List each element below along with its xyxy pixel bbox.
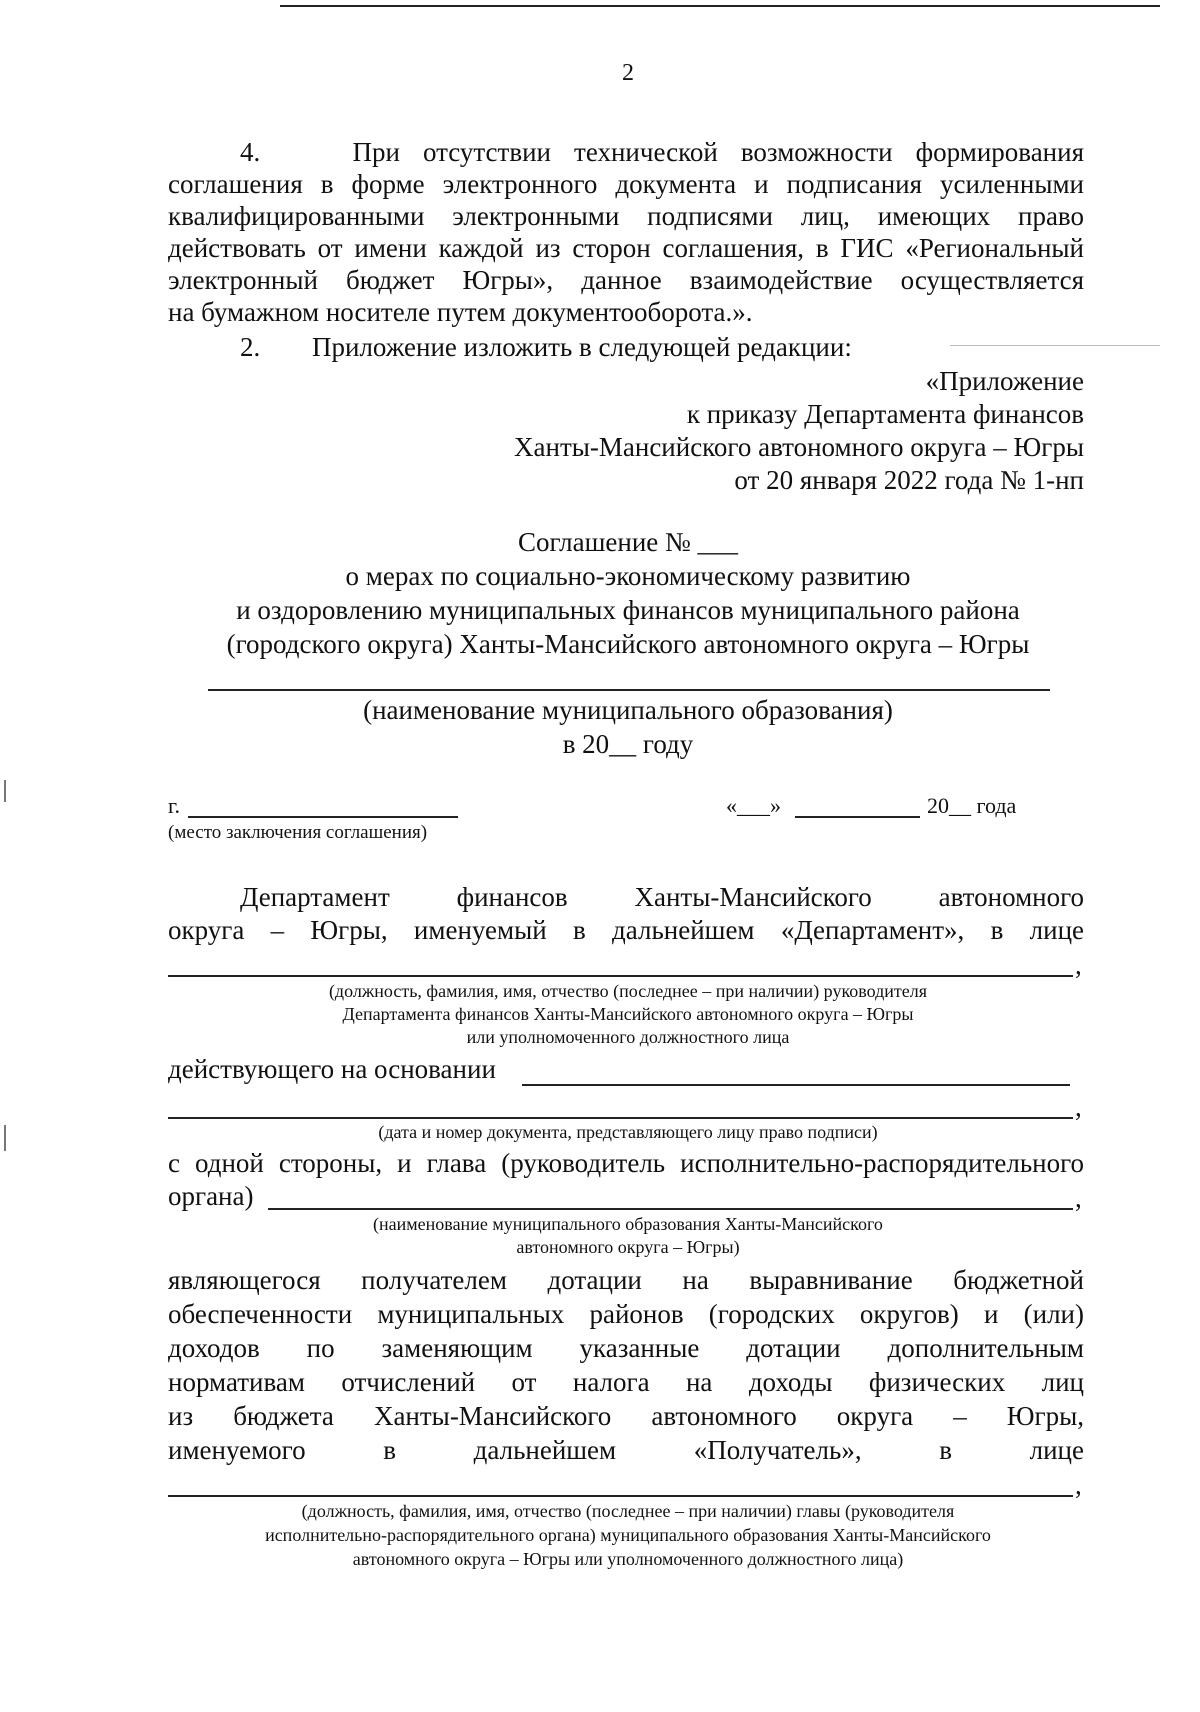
comma: , [1075,950,1082,980]
municipal-head-blank [168,1495,1073,1497]
other-side-line-2: органа) [168,1181,254,1211]
item2-text: Приложение изложить в следующей редакции: [312,332,852,362]
item4-line-5: электронный бюджет Югры», данное взаимодействие осуществляется [168,265,1084,295]
department-word: Департамент [240,882,390,912]
department-line-1 [240,881,1084,913]
caption-municipality-okrug-line-2: автономного округа – Югры) [516,1237,740,1257]
caption-head-line-3: или уполномоченного должностного лица [466,1027,790,1047]
recipient-line-4: нормативам отчислений от налога на доходы физических лиц [168,1367,1084,1397]
agreement-title-line-3: и оздоровлению муниципальных финансов муниципального района [236,595,1020,625]
caption-head-municipal-line-1: (должность, фамилия, имя, отчество (последнее – при наличии) главы (руководителя [301,1501,955,1521]
item4-line-1: 4. При отсутствии технической возможности формирования [240,137,1084,167]
caption-head-municipal-line-2: исполнительно-распорядительного органа) муниципального образования Ханты-Мансийского [265,1525,991,1545]
acting-basis: действующего на основании [168,1054,496,1084]
place-prefix: г. [168,793,181,818]
page-number: 2 [622,60,634,86]
place-caption: (место заключения соглашения) [168,822,428,843]
recipient-line-2: обеспеченности муниципальных районов (городских округов) и (или) [168,1299,1084,1329]
appendix-header-line-3: Ханты-Мансийского автономного округа – Югры [514,432,1084,462]
recipient-line-6: именуемого в дальнейшем «Получатель», в лице [168,1435,1084,1465]
caption-head-municipal-line-3: автономного округа – Югры или уполномоченного должностного лица) [352,1549,904,1569]
department-word: финансов [456,882,568,912]
other-side-line-1: с одной стороны, и глава (руководитель исполнительно-распорядительного [168,1148,1084,1178]
caption-municipality-okrug-line-1: (наименование муниципального образования Ханты-Мансийского [373,1214,883,1234]
acting-basis-blank-2 [168,1117,1073,1119]
appendix-header-line-4: от 20 января 2022 года № 1-нп [734,465,1084,495]
caption-document: (дата и номер документа, представляющего лицу право подписи) [378,1122,878,1142]
appendix-header-line-2: к приказу Департамента финансов [686,399,1084,429]
department-line-2: округа – Югры, именуемый в дальнейшем «Департамент», в лице [168,915,1084,945]
recipient-line-1: являющегося получателем дотации на выравнивание бюджетной [168,1265,1084,1295]
recipient-line-5: из бюджета Ханты-Мансийского автономного округа – Югры, [168,1401,1084,1431]
agreement-title-line-1: Соглашение № ___ [517,527,739,557]
comma: , [1075,1470,1082,1500]
comma: , [1075,1092,1082,1122]
recipient-line-3: доходов по заменяющим указанные дотации дополнительным [168,1333,1084,1363]
department-word: автономного [938,882,1085,912]
year-line: в 20__ году [562,729,694,759]
date-month-blank [795,816,920,818]
scan-speck [4,780,6,802]
scan-top-border [280,5,1160,7]
item4-line-3: квалифицированными электронными подписями лиц, имеющих право [168,201,1084,231]
municipality-head-blank [268,1208,1073,1210]
municipality-caption: (наименование муниципального образования) [363,695,893,725]
caption-head-line-2: Департамента финансов Ханты-Мансийского автономного округа – Югры [342,1004,914,1024]
appendix-header-line-1: «Приложение [925,366,1084,396]
date-year: 20__ года [927,793,1017,818]
acting-basis-blank-1 [522,1084,1070,1086]
scan-speck [950,345,1160,346]
caption-head-line-1: (должность, фамилия, имя, отчество (последнее – при наличии) руководителя [328,981,928,1001]
date-day: «___» [726,793,781,818]
municipality-name-blank [208,689,1050,691]
department-head-blank [168,975,1073,977]
place-blank [188,816,458,818]
comma: , [1075,1183,1082,1213]
agreement-title-line-4: (городского округа) Ханты-Мансийского автономного округа – Югры [226,629,1030,659]
item2-number: 2. [240,332,261,362]
agreement-title-line-2: о мерах по социально-экономическому развитию [345,561,911,591]
item4-line-4: действовать от имени каждой из сторон соглашения, в ГИС «Региональный [168,233,1084,263]
item4-line-2: соглашения в форме электронного документа и подписания усиленными [168,169,1084,199]
department-word: Ханты-Мансийского [634,882,872,912]
item4-line-6: на бумажном носителе путем документооборота.». [168,297,753,327]
